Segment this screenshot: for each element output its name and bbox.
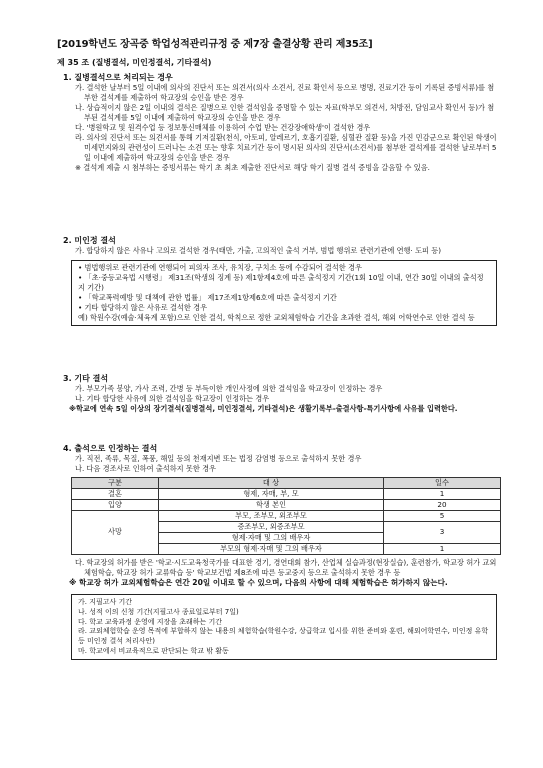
table-cell: 형제, 자매, 부, 모 xyxy=(159,488,384,499)
column-header: 일수 xyxy=(384,477,501,488)
box-line: • 범법행위로 관련기관에 연행되어 피의자 조사, 유치장, 구치소 등에 수감되어 결석한 경우 xyxy=(78,262,362,272)
table-row xyxy=(72,488,501,499)
section-heading: 4. 출석으로 인정하는 결석 xyxy=(63,444,158,453)
section-heading: 1. 질병결석으로 처리되는 경우 xyxy=(63,73,173,82)
table-cell: 20 xyxy=(384,499,501,510)
leave-table xyxy=(71,477,501,555)
clause-text: 나. 다음 경조사로 인하여 출석하지 못한 경우 xyxy=(75,463,216,473)
section-unexcused xyxy=(57,235,497,330)
table-header-row xyxy=(72,477,501,488)
clause-text: 가. 직전, 족류, 목질, 폭풍, 해일 등의 천재지변 또는 법정 감염병 등으로 출석하지 못한 경우 xyxy=(75,454,362,464)
unexcused-examples-box xyxy=(71,260,497,326)
table-cell: 결혼 xyxy=(72,488,159,499)
box-line: • 「초·중등교육법 시행령」 제31조(학생의 징계 등) 제1항제4호에 따른 출석정지 기간(1회 10일 이내, 연간 30일 이내의 출석정지 기간) xyxy=(78,272,484,292)
clause-text: 가. 합당하지 않은 사유나 고의로 결석한 경우(태만, 가출, 고의적인 출석 거부, 범법 행위로 관련기관에 연행· 도피 등) xyxy=(75,246,442,256)
clause-text: 나. 상습적이지 않은 2일 이내의 결석은 질병으로 인한 결석임을 증명할 수 있는 자료(학부모 의견서, 처방전, 담임교사 확인서 등)가 첨부된 결석계를 5일 이내에 제출하여 학교장의 승인을 받은 경우 xyxy=(75,102,495,122)
note-text: ※ 학교장 허가 교외체험학습은 연간 20일 이내로 할 수 있으며, 다음의 사항에 대해 체험학습은 허가하지 않는다. xyxy=(69,577,448,587)
table-row xyxy=(72,510,501,521)
section-sick-leave xyxy=(57,72,497,172)
table-cell: 형제·자매 및 그의 배우자 xyxy=(159,532,384,543)
clause-text: 다. '병원학교 및 원격수업 등 정보통신매체를 이용하여 수업 받는 건강장애학생'이 결석한 경우 xyxy=(75,122,371,132)
column-header: 구분 xyxy=(72,477,159,488)
table-row xyxy=(72,499,501,510)
table-cell: 학생 본인 xyxy=(159,499,384,510)
table-cell: 사망 xyxy=(72,510,159,554)
article-heading: 제 35 조 (질병결석, 미인정결석, 기타결석) xyxy=(57,58,212,67)
note-text: ※ 결석계 제출 시 첨부하는 증빙서류는 학기 초 최초 제출한 진단서로 해당 학기 질병 결석 증빙을 갈음할 수 있음. xyxy=(75,162,430,172)
table-cell: 5 xyxy=(384,510,501,521)
box-line: • 「학교폭력예방 및 대책에 관한 법률」 제17조제1항제6호에 따른 출석정지 기간 xyxy=(78,292,337,302)
table-cell: 부모, 조부모, 외조부모 xyxy=(159,510,384,521)
clause-text: 라. 의사의 진단서 또는 의견서를 통해 기저질환(천식, 아토피, 알레르기, 호흡기질환, 심혈관 질환 등)을 가진 민감군으로 확인된 학생이 미세먼지와의 관련성이 드러나는 소견 또는 향후 치료기간 등이 명시된 의사의 진단서(소견서)를 첨부한 결석계를 결석한 날로부터 5일 이내에 제출하여 학교장의 승인을 받은 경우 xyxy=(75,132,497,162)
clause-text: 나. 기타 합당한 사유에 의한 결석임을 학교장이 인정하는 경우 xyxy=(75,393,270,403)
clause-text: 가. 결석한 날부터 5일 이내에 의사의 진단서 또는 의견서(의사 소견서, 진료 확인서 등으로 병명, 진료기간 등이 기록된 증빙서류)를 첨부한 결석계를 제출하여 학교장의 승인을 받은 경우 xyxy=(75,83,495,102)
table-cell: 입양 xyxy=(72,499,159,510)
section-recognized xyxy=(57,443,497,660)
table-cell: 증조부모, 외증조부모 xyxy=(159,521,384,532)
section-heading: 2. 미인정 결석 xyxy=(63,236,116,245)
table-cell: 1 xyxy=(384,543,501,554)
box-line: 예) 학원수강(예술·체육계 포함)으로 인한 결석, 학칙으로 정한 교외체험학습 기간을 초과한 결석, 해외 어학연수로 인한 결석 등 xyxy=(78,312,475,322)
table-cell: 3 xyxy=(384,521,501,543)
note-text: ※학교에 연속 5일 이상의 장기결석(질병결석, 미인정결석, 기타결석)은 생활기록부-출결사항-특기사항에 사유를 입력한다. xyxy=(69,403,458,413)
box-line: 마. 학교에서 비교육적으로 판단되는 학교 밖 활동 xyxy=(78,646,229,655)
box-line: 다. 학교 교육과정 운영에 지장을 초래하는 기간 xyxy=(78,617,223,626)
box-line: • 기타 합당하지 않은 사유로 결석한 경우 xyxy=(78,302,208,312)
column-header: 대 상 xyxy=(159,477,384,488)
section-other xyxy=(57,373,497,414)
clause-text: 가. 부모가족 봉양, 가사 조력, 간병 등 부득이한 개인사정에 의한 결석임을 학교장이 인정하는 경우 xyxy=(75,384,383,394)
box-line: 라. 교외체험학습 운영 목적에 부합하지 않는 내용의 체험학습(학원수강, 상급학교 입시를 위한 준비와 훈련, 해외어학연수, 미인정 유학 등 미인정 결석 처리사안) xyxy=(78,627,489,645)
clause-text: 다. 학교장의 허가를 받은 '학교·시도교육청국가를 대표한 경기, 경연대회 참가, 산업체 실습과정(현장실습), 훈련참가, 학교장 허가 교외체험학습, 학교장 허가 교류학습 등' 학교보건법 제8조에 따른 등교중지 등으로 출석하지 못한 경우 등 xyxy=(75,557,497,577)
document-title: [2019학년도 장곡중 학업성적관리규정 중 제7장 출결상황 관리 제35조] xyxy=(57,39,373,50)
table-cell: 1 xyxy=(384,488,501,499)
prohibited-activities-box xyxy=(71,594,497,660)
box-line: 나. 성적 이의 신청 기간(지필고사 종료일로부터 7일) xyxy=(78,607,239,616)
box-line: 가. 지필고사 기간 xyxy=(78,598,133,607)
section-heading: 3. 기타 결석 xyxy=(63,374,109,383)
table-cell: 부모의 형제·자매 및 그의 배우자 xyxy=(159,543,384,554)
